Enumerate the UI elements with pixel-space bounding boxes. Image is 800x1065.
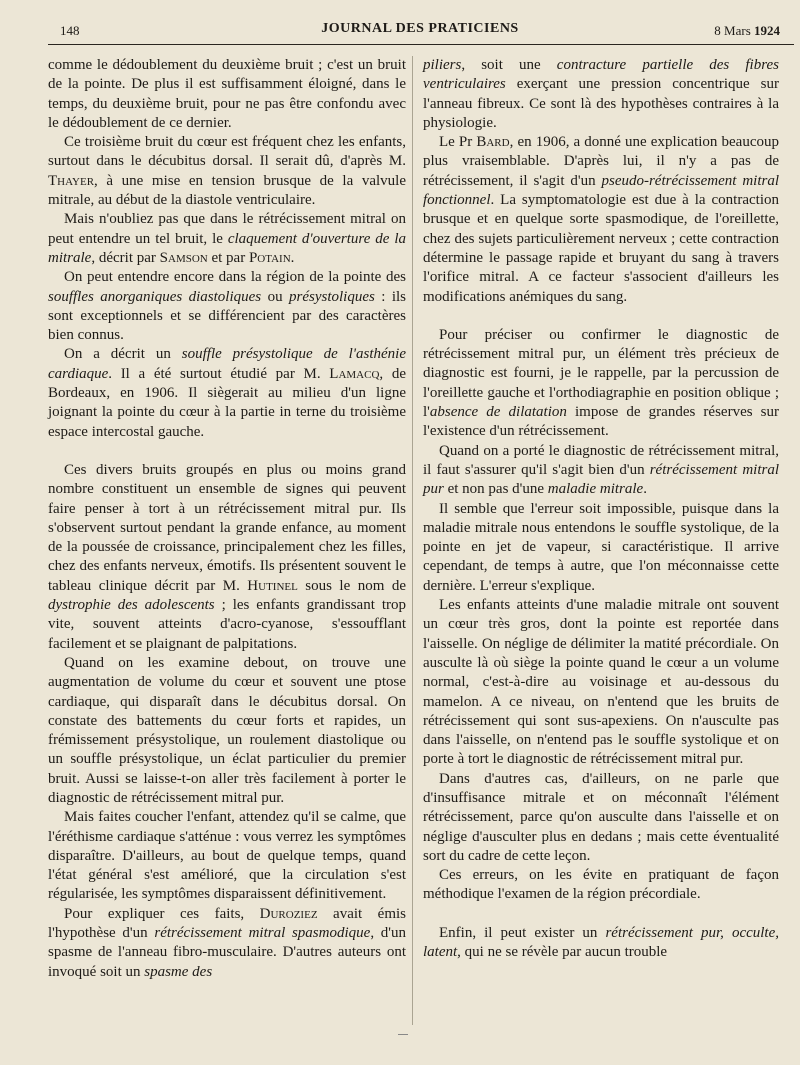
text: comme le dédoublement du deuxième bruit ; c'est un bruit de la pointe. De plus il est suffisamment éloigné, dans le temps, du deuxième bruit, pour ne pas être confondu avec le dédoublement de ce dernier. [48, 57, 406, 131]
paragraph [48, 133, 406, 210]
issue-date [714, 23, 780, 39]
text: Ce troisième bruit du cœur est fréquent chez les enfants, surtout dans le décubitus dorsal. Il serait dû, d'après M. [48, 134, 406, 170]
text: Dans d'autres cas, d'ailleurs, on ne parle que d'insuffisance mitrale et on méconnaît l'élément rétrécissement, parce qu'on ausculte dans l'aisselle et on néglige d'ausculter plus en dedans ; mais cette éventualité sort du cadre de cette leçon. [423, 770, 779, 864]
emphasis: pseudo-rétrécissement mitral fonctionnel [423, 172, 780, 209]
paragraph [48, 210, 406, 268]
page-number: 148 [60, 23, 80, 38]
paragraph [48, 56, 406, 133]
text: On a décrit un [64, 346, 182, 363]
paragraph [423, 770, 779, 866]
paragraph [48, 268, 406, 345]
text: , à une mise en tension brusque de la valvule mitrale, au début de la diastole ventriculaire. [48, 172, 406, 209]
paragraph [423, 866, 779, 905]
header-rule [48, 44, 794, 45]
emphasis: présystoliques [289, 288, 375, 305]
text: . La symptomatologie est due à la contraction brusque et en quelque sorte spasmodique, de l'oreillette, chez des sujets particulièrement nerveux ; cette contraction détermine le passage rapide et bruyant du sang à travers l'orifice mitral. A ce facteur s'associent d'ailleurs les modifications anémiques du sang. [423, 192, 779, 305]
author-name: Hutinel [247, 577, 298, 594]
author-name: Lamacq [329, 365, 380, 382]
paragraph [423, 442, 779, 500]
emphasis: rétrécissement pur, occulte, latent [423, 924, 779, 961]
text: ou [261, 288, 289, 305]
paragraph [423, 326, 779, 442]
text: , en 1906, a donné une explication beaucoup plus vraisemblable. D'après lui, il n'y a pas de rétrécissement, il s'agit d'un [423, 134, 779, 189]
text: . Il a été surtout étudié par M. [108, 365, 330, 382]
paragraph [423, 500, 779, 596]
text: exerçant une pression concentrique sur l'anneau fibreux. Ce sont là des hypothèses contraires à la physiologie. [423, 76, 779, 131]
footer-mark [398, 1034, 408, 1035]
text: , de Bordeaux, en 1906. Il siègerait au milieu d'un ligne joignant la pointe du cœur à la partie in terne du troisième espace intercostal gauche. [48, 365, 406, 440]
text: impose de grandes réserves sur l'existence d'un rétrécissement. [423, 404, 779, 440]
author-name: Samson [159, 249, 208, 266]
text: Mais n'oubliez pas que dans le rétrécissement mitral on peut entendre un tel bruit, le [48, 211, 406, 247]
text: , soit une [461, 57, 557, 73]
paragraph [48, 905, 406, 982]
author-name: Bard [476, 134, 510, 151]
text: Ces erreurs, on les évite en pratiquant de façon méthodique l'examen de la région précordiale. [423, 867, 779, 903]
text: et non pas d'une [443, 481, 548, 498]
text: Pour préciser ou confirmer le diagnostic de rétrécissement mitral pur, un élément très précieux de diagnostic est fourni, je le rappelle, par la percussion de l'oreillette gauche et l'orthodiagraphie en position oblique ; l' [423, 326, 779, 421]
emphasis: claquement d'ouverture de la mitrale [48, 230, 406, 266]
text: . [290, 249, 295, 266]
text: : ils sont exceptionnels et se différencient par des caractères bien connus. [48, 288, 407, 344]
text: Quand on les examine debout, on trouve une augmentation de volume du cœur et souvent une ptose cardiaque, qui disparaît dans le décubitus dorsal. On constate des battements du cœur forts et rapides, un frémissement présystolique, un roulement diastolique ou un souffle présystolique, un éclat particulier du premier bruit. Aussi se laisse-t-on aller très facilement à porter le diagnostic de rétrécissement mitral pur. [48, 654, 406, 806]
emphasis: piliers [423, 57, 462, 73]
right-column [423, 56, 779, 962]
text: Enfin, il peut exister un [439, 924, 606, 941]
text: Les enfants atteints d'une maladie mitrale ont souvent un cœur très gros, dont la pointe est reportée dans l'aisselle. On néglige de délimiter la matité précordiale. On ausculte là où siège la pointe quand le cœur a un volume normal, c'est-à-dire au voisinage et au-dessous du mamelon. A ce niveau, on n'entend que les bruits de rétrécissement qui sont sus-apexiens. On n'ausculte pas dans l'aisselle, on n'entend pas le souffle systolique et on porte à tort le diagnostic de rétrécissement mitral pur. [423, 597, 779, 768]
paragraph [423, 56, 779, 133]
text: Quand on a porté le diagnostic de rétrécissement mitral, il faut s'assurer qu'il s'agit bien d'un [423, 442, 779, 478]
text: On peut entendre encore dans la région de la pointe des [64, 269, 406, 286]
paragraph [423, 924, 779, 963]
text: et par [207, 249, 249, 266]
journal-title: JOURNAL DES PRATICIENS [321, 21, 519, 36]
text: , qui ne se révèle par aucun trouble [457, 944, 668, 961]
text: Le Pr [439, 134, 477, 151]
issue-date-year: 1924 [754, 23, 780, 38]
emphasis: dystrophie des adolescents [48, 597, 215, 614]
text: Ces divers bruits groupés en plus ou moins grand nombre constituent un ensemble de signes qui peuvent faire penser à tort à un rétrécissement mitral pur. Ils s'observent surtout pendant la grande enfance, au moment de la poussée de croissance, principalement chez les filles, chez des enfants nerveux, émotifs. Ils présentent souvent le tableau clinique décrit par M. [48, 461, 406, 594]
text: sous le nom de [297, 577, 406, 594]
emphasis: absence de dilatation [429, 404, 567, 421]
paragraph [48, 461, 406, 654]
page-header [60, 20, 780, 42]
issue-date-day-month: 8 Mars [714, 23, 751, 38]
paragraph [48, 345, 406, 441]
emphasis: rétrécissement mitral spasmodique [154, 925, 371, 942]
emphasis: souffle présystolique de l'asthénie cardiaque [48, 346, 406, 382]
paragraph [48, 808, 406, 904]
text: ; les enfants grandissant trop vite, souvent atteints d'acro-cyanose, s'essoufflant facilement et se plaignant de palpitations. [48, 597, 406, 652]
text: , d'un spasme de l'anneau fibro-musculaire. D'autres auteurs ont invoqué soit un [48, 925, 406, 980]
paragraph [48, 654, 406, 808]
emphasis: maladie mitrale [547, 481, 644, 498]
text: , décrit par [91, 249, 160, 266]
text: Il semble que l'erreur soit impossible, puisque dans la maladie mitrale nous entendons le souffle systolique, de la pointe en jet de vapeur, si caractéristique. Il arrive cependant, de temps à autre, que l'on méconnaisse cette dernière. L'erreur s'explique. [423, 500, 779, 594]
text: . [643, 481, 647, 498]
author-name: Duroziez [259, 905, 318, 922]
emphasis: contracture partielle des fibres ventriculaires [423, 57, 779, 93]
text: Mais faites coucher l'enfant, attendez qu'il se calme, que l'éréthisme cardiaque s'atténue : vous verrez les symptômes disparaître. D'ailleurs, au bout de quelque temps, quand l'état général s'est amélioré, que la circulation s'est régularisée, les symptômes disparaissent définitivement. [48, 809, 406, 903]
paragraph [423, 596, 779, 770]
emphasis: spasme des [144, 963, 213, 980]
paragraph [423, 133, 779, 307]
emphasis: souffles anorganiques diastoliques [48, 288, 262, 305]
author-name: Thayer [48, 172, 95, 189]
column-divider [412, 56, 413, 1025]
left-column [48, 56, 406, 982]
text: Pour expliquer ces faits, [64, 905, 260, 922]
author-name: Potain [248, 249, 291, 266]
text: avait émis l'hypothèse d'un [48, 905, 406, 942]
emphasis: rétrécissement mitral pur [423, 461, 779, 498]
